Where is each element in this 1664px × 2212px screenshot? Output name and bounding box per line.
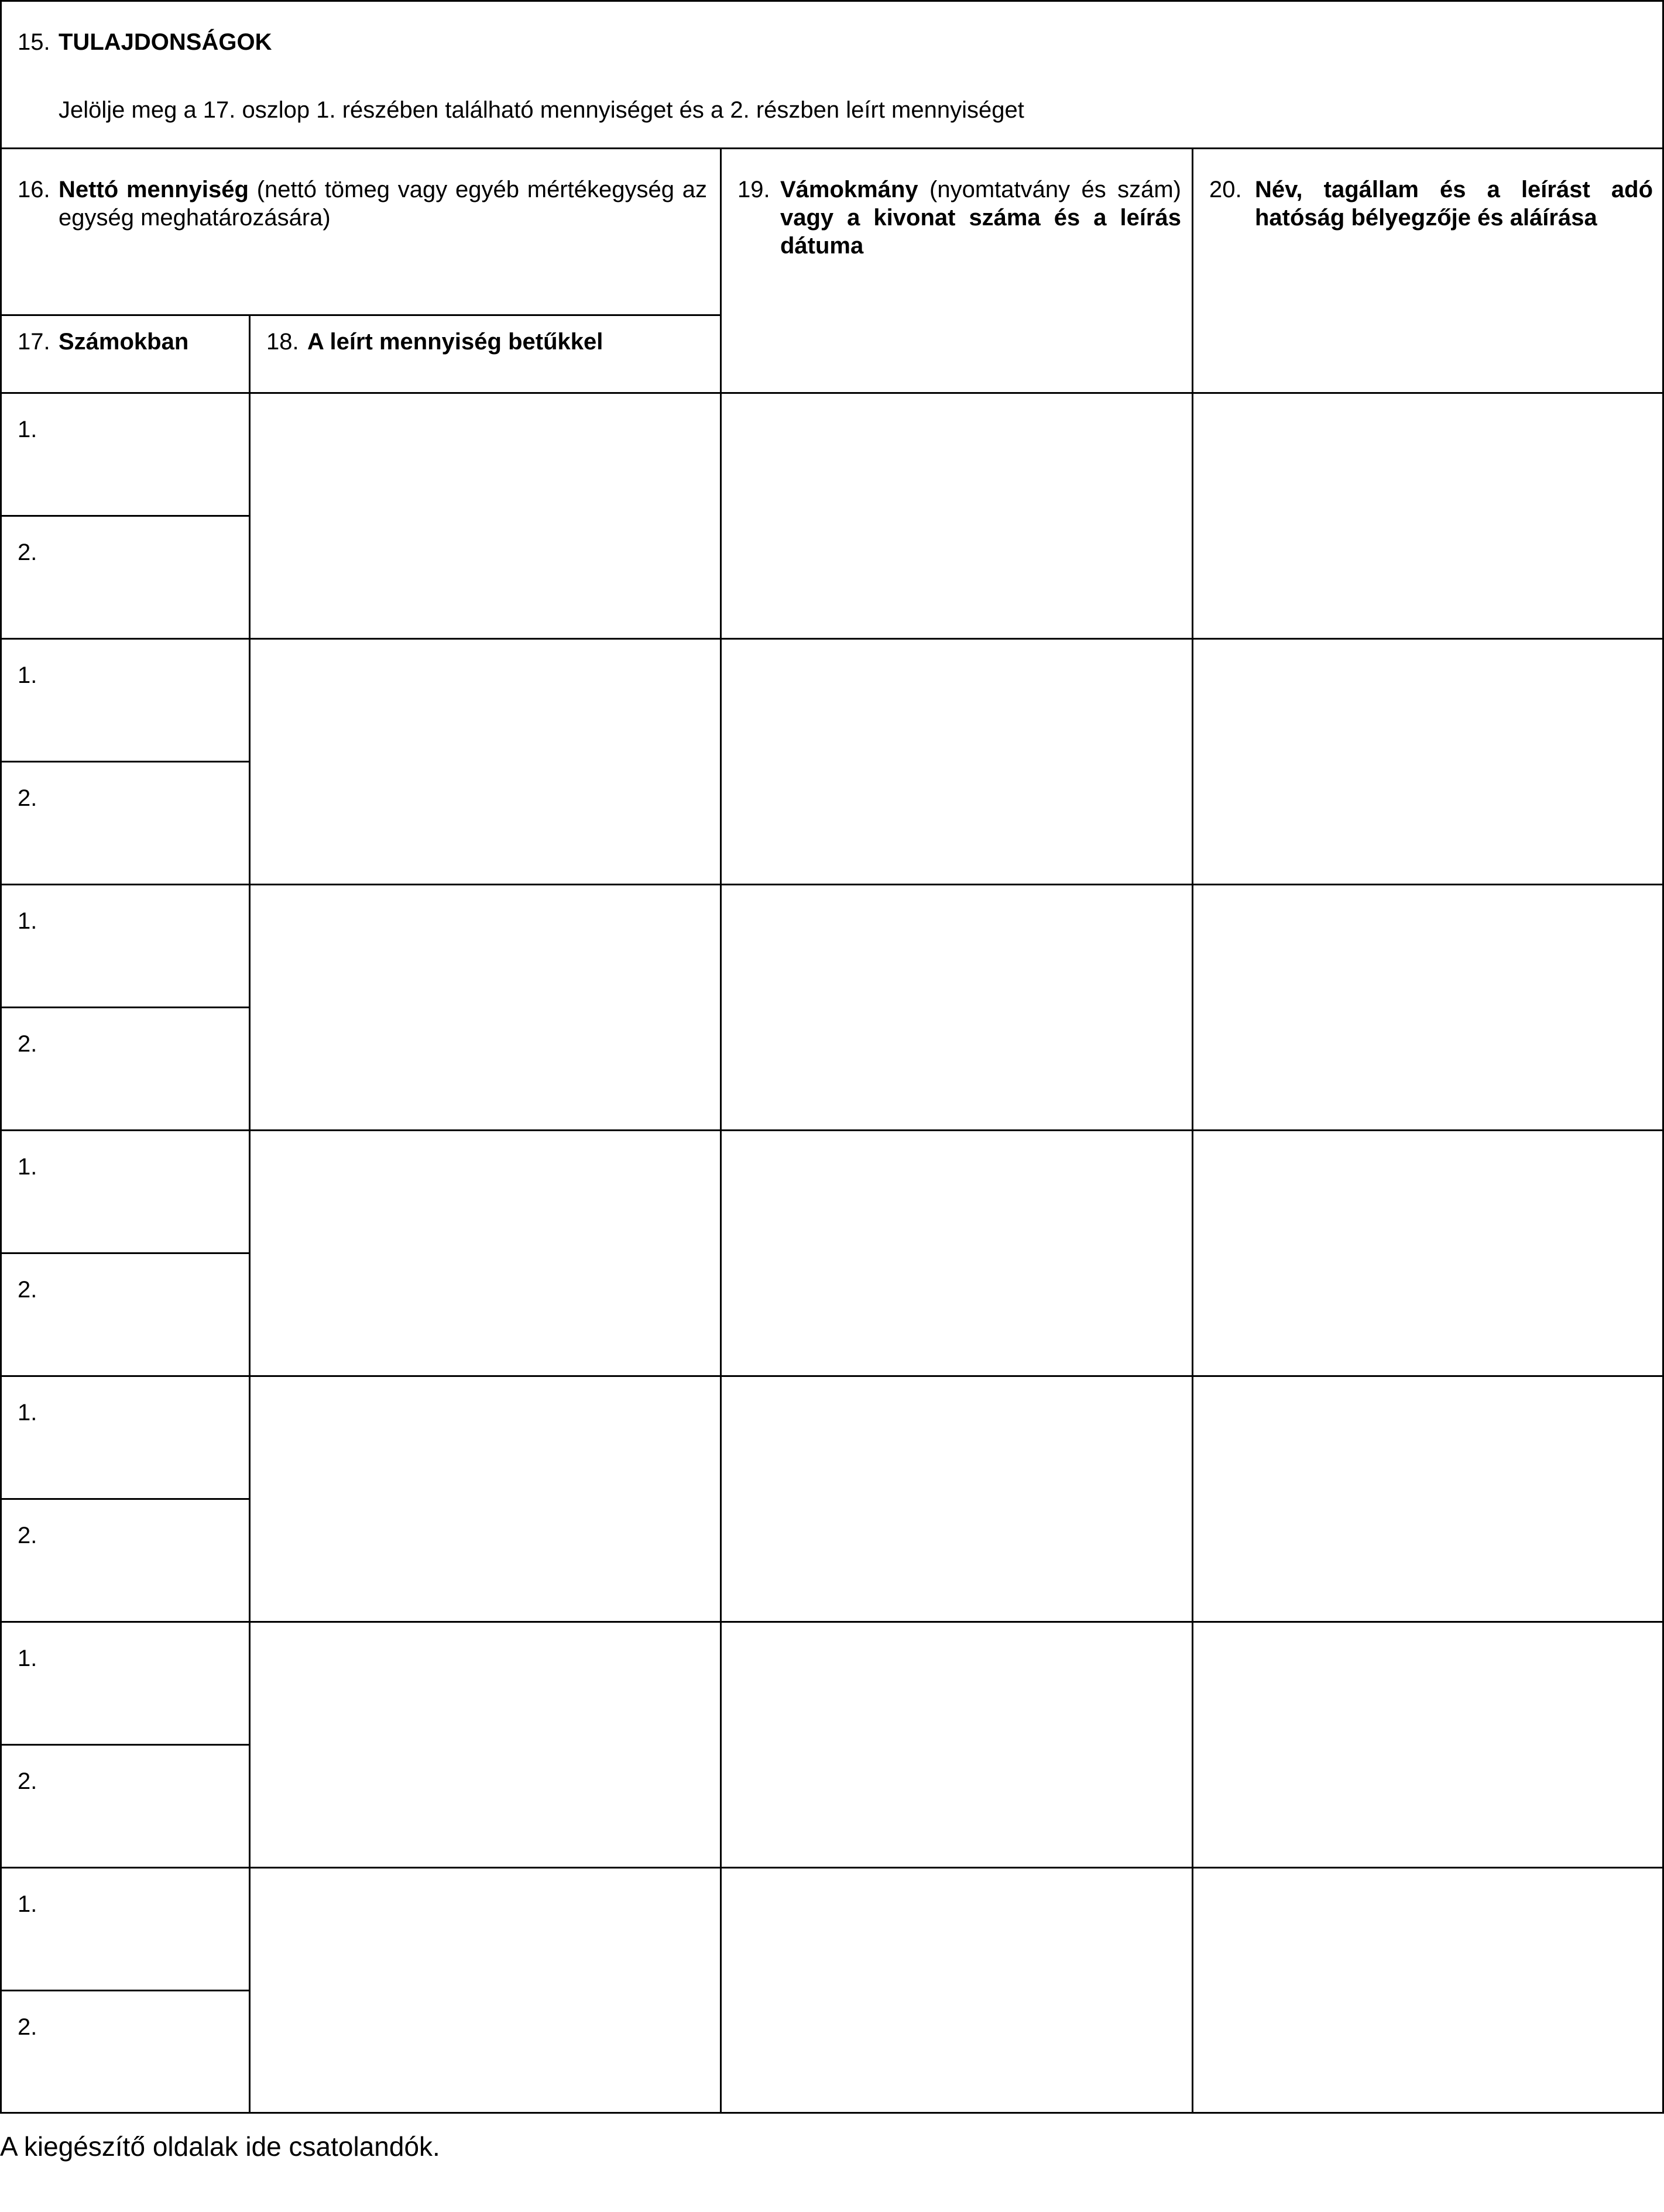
row-divider (0, 1867, 1664, 1868)
col18-label: A leírt mennyiség betűkkel (307, 329, 603, 355)
col16-number: 16. (18, 177, 50, 202)
col20-number: 20. (1209, 177, 1242, 202)
row-divider (0, 884, 1664, 885)
row-part1-label: 1. (18, 1891, 37, 1917)
col19-text (780, 176, 1181, 260)
row-part1-label: 1. (18, 908, 37, 934)
row-part-divider (0, 1990, 251, 1991)
row-part2-label: 2. (18, 785, 37, 811)
row-part2-label: 2. (18, 1523, 37, 1548)
row-part1-label: 1. (18, 417, 37, 442)
section15-title (18, 28, 1645, 56)
row-part2-label: 2. (18, 1768, 37, 1794)
row-part-divider (0, 1007, 251, 1008)
row-divider (0, 1621, 1664, 1623)
section15-number: 15. (18, 29, 50, 55)
col18-number: 18. (266, 329, 299, 355)
row-part1-label: 1. (18, 1154, 37, 1180)
footnote: A kiegészítő oldalak ide csatolandók. (0, 2131, 440, 2162)
row-part-divider (0, 1498, 251, 1500)
row-part2-label: 2. (18, 1277, 37, 1303)
col17-label: Számokban (59, 329, 189, 355)
section15-heading: TULAJDONSÁGOK (59, 29, 272, 55)
row-part1-label: 1. (18, 662, 37, 688)
row-part1-label: 1. (18, 1400, 37, 1426)
col17-number: 17. (18, 329, 50, 355)
row-part-divider (0, 515, 251, 517)
col19-number: 19. (737, 177, 770, 202)
row-part2-label: 2. (18, 2014, 37, 2040)
col16-text (59, 176, 707, 232)
border-top (0, 0, 1664, 2)
row-part-divider (0, 1252, 251, 1254)
col16-divider (0, 314, 722, 316)
col20-bold: Név, tagállam és a leírást adó hatóság bélyegzője és aláírása (1255, 177, 1653, 231)
row-divider (0, 638, 1664, 640)
col19-bold1: Vámokmány (780, 177, 918, 202)
section15-instruction: Jelölje meg a 17. oszlop 1. részében található mennyiséget és a 2. részben leírt mennyiséget (59, 97, 1024, 123)
row-part1-label: 1. (18, 1646, 37, 1671)
col19-rest: (nyomtatvány és szám) (918, 177, 1181, 202)
row-part-divider (0, 761, 251, 762)
col18-left-line (249, 314, 251, 2114)
row-divider (0, 1129, 1664, 1131)
col16-rest: (nettó tömeg vagy egyéb mértékegység az egység meghatározására) (59, 177, 707, 231)
row-part2-label: 2. (18, 540, 37, 565)
border-left (0, 0, 2, 2114)
row-divider (0, 1375, 1664, 1377)
row-part-divider (0, 1744, 251, 1746)
col16-bold: Nettó mennyiség (59, 177, 249, 202)
section15-divider (0, 147, 1664, 149)
row-part2-label: 2. (18, 1031, 37, 1057)
col20-text (1255, 176, 1653, 232)
col19-bold2: vagy a kivonat száma és a leírás dátuma (780, 205, 1181, 259)
